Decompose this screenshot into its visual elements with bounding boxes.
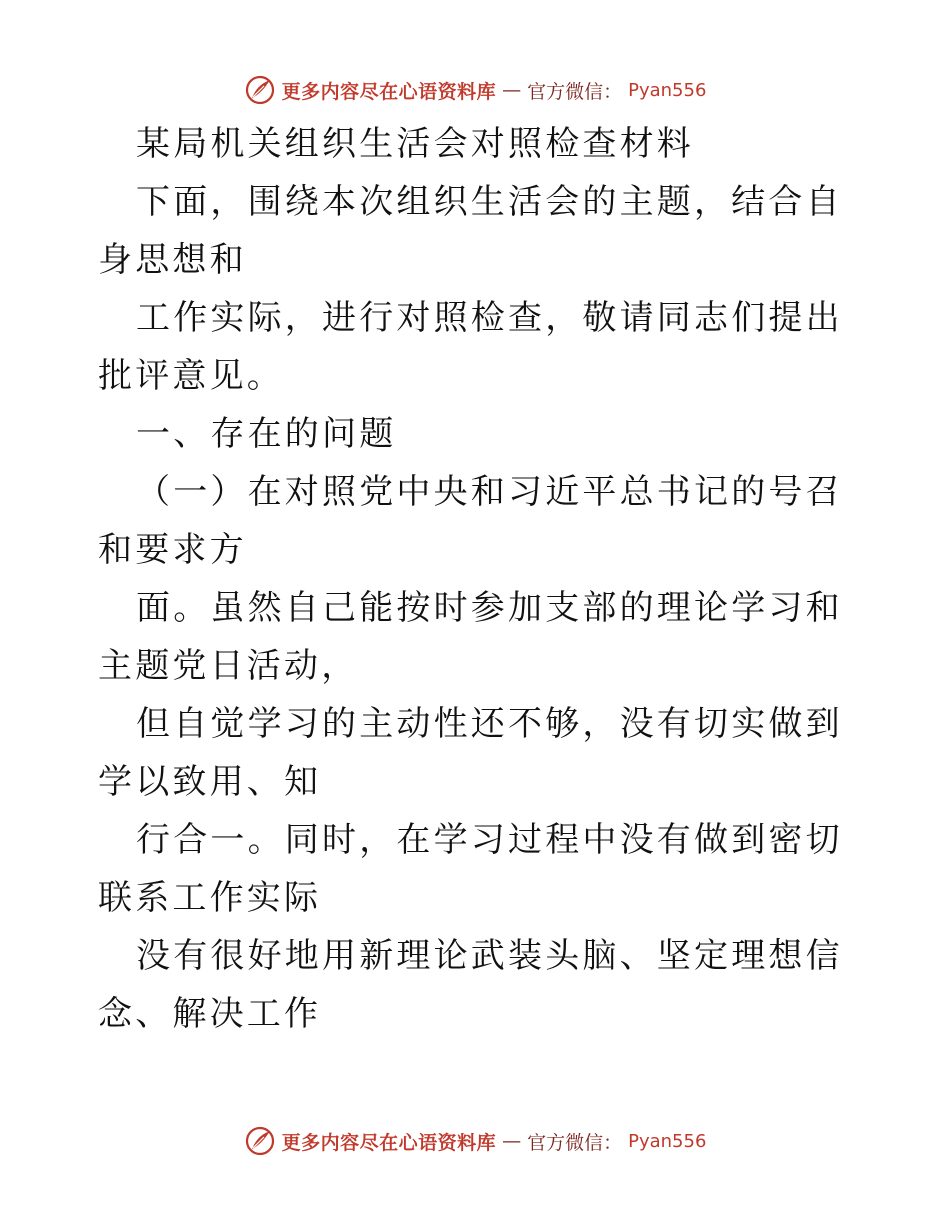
footer-watermark-banner	[0, 1124, 950, 1158]
paragraph: 行合一。同时，在学习过程中没有做到密切联系工作实际	[98, 820, 843, 918]
banner-wechat-id: Pyan556	[628, 1130, 707, 1152]
banner-separator: —	[502, 1130, 522, 1152]
banner-wechat-id: Pyan556	[628, 79, 707, 101]
document-title: 某局机关组织生活会对照检查材料	[136, 124, 694, 164]
paragraph: 工作实际，进行对照检查，敬请同志们提出批评意见。	[98, 298, 843, 396]
section-heading: 一、存在的问题	[136, 414, 397, 454]
banner-separator: —	[502, 79, 522, 101]
header-watermark-banner	[0, 73, 950, 107]
paragraph: 下面，围绕本次组织生活会的主题，结合自身思想和	[98, 182, 843, 280]
banner-wechat-label: 官方微信：	[527, 80, 623, 103]
paragraph: 没有很好地用新理论武装头脑、坚定理想信念、解决工作	[98, 936, 843, 1034]
feather-pen-logo-icon	[244, 74, 276, 106]
banner-text: 更多内容尽在心语资料库	[281, 80, 497, 103]
paragraph: （一）在对照党中央和习近平总书记的号召和要求方	[98, 472, 843, 570]
paragraph: 面。虽然自己能按时参加支部的理论学习和主题党日活动，	[98, 588, 843, 686]
paragraph: 但自觉学习的主动性还不够，没有切实做到学以致用、知	[98, 704, 843, 802]
banner-wechat-label: 官方微信：	[527, 1131, 623, 1154]
document-body	[98, 115, 858, 1043]
banner-text: 更多内容尽在心语资料库	[281, 1131, 497, 1154]
feather-pen-logo-icon	[244, 1125, 276, 1157]
